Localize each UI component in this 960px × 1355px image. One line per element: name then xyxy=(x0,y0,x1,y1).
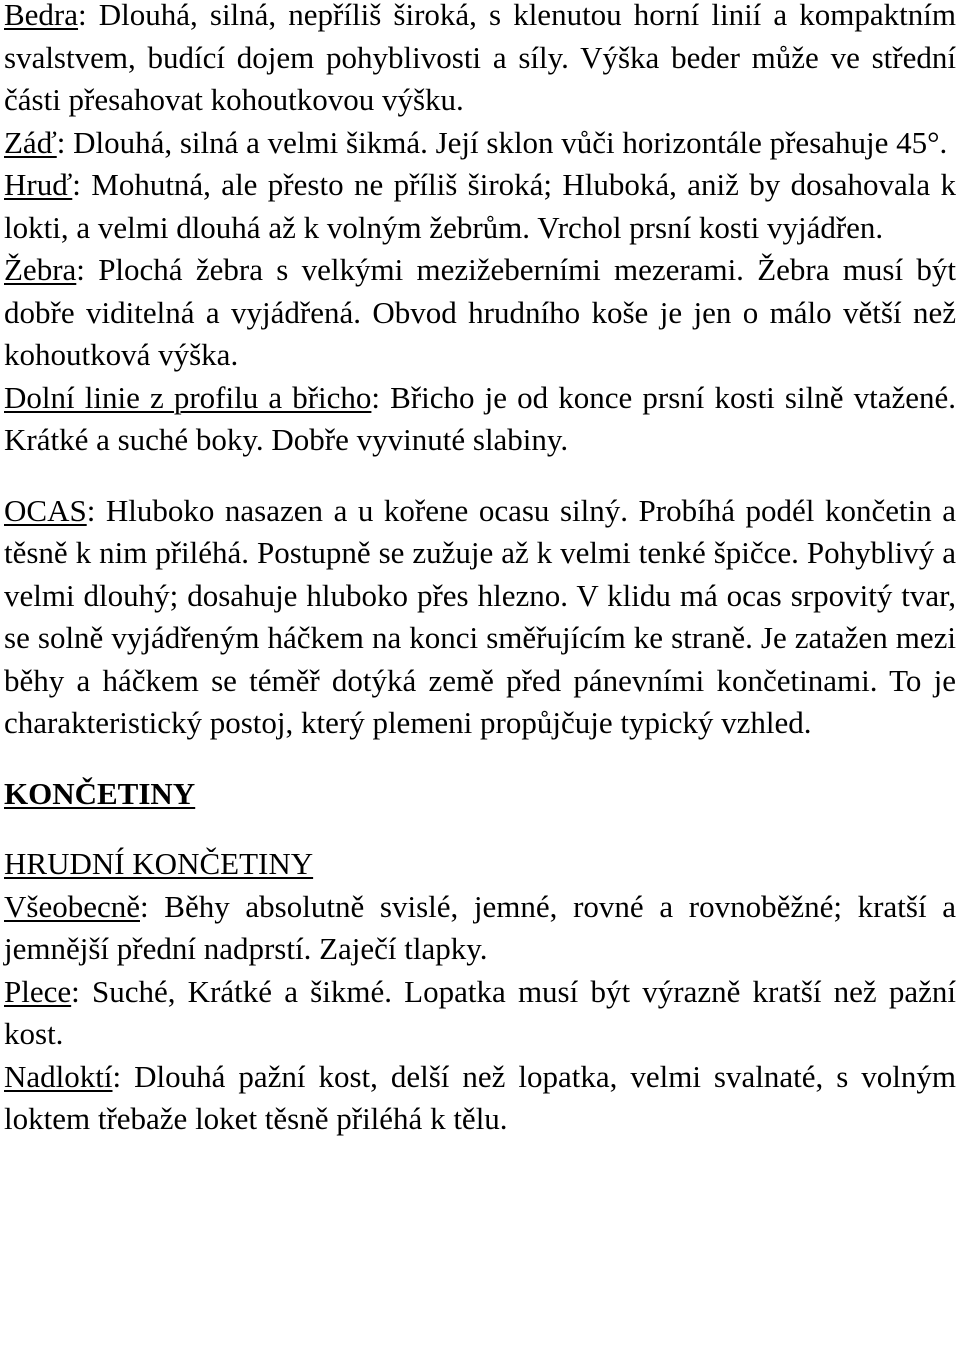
term-hrud: Hruď xyxy=(4,167,73,202)
term-nadlokti: Nadloktí xyxy=(4,1058,113,1094)
paragraph-plece xyxy=(4,971,956,1056)
term-bedra: Bedra xyxy=(4,0,79,32)
spacer xyxy=(4,745,956,773)
paragraph-zad xyxy=(4,122,956,165)
spacer xyxy=(4,462,956,490)
text-ocas: : Hluboko nasazen a u kořene ocasu silný. Probíhá podél končetin a těsně k nim přiléhá. Postupně se zužuje až k velmi tenké špičce. Pohyblivý a velmi dlouhý; dosahuje hluboko přes hlezno. V klidu má ocas srpovitý tvar, se solně vyjádřeným háčkem na konci směřujícím ke straně. Je zatažen mezi běhy a háčkem se téměř dotýká země před pánevními končetinami. To je charakteristický postoj, který plemeni propůjčuje typický vzhled. xyxy=(4,492,956,740)
text-plece: : Suché, Krátké a šikmé. Lopatka musí být výrazně kratší než pažní kost. xyxy=(4,973,956,1051)
subsection-heading-row xyxy=(4,843,956,886)
term-zebra: Žebra xyxy=(4,252,77,287)
term-vseobecne: Všeobecně xyxy=(4,888,140,924)
term-plece: Plece xyxy=(4,973,72,1009)
paragraph-dolni-linie xyxy=(4,377,956,462)
paragraph-bedra xyxy=(4,0,956,122)
text-vseobecne: : Běhy absolutně svislé, jemné, rovné a rovnoběžné; kratší a jemnější přední nadprstí. Zaječí tlapky. xyxy=(4,888,956,966)
paragraph-nadlokti xyxy=(4,1056,956,1141)
paragraph-hrud xyxy=(4,164,956,249)
paragraph-zebra xyxy=(4,249,956,377)
text-zebra: : Plochá žebra s velkými mezižeberními mezerami. Žebra musí být dobře viditelná a vyjádřená. Obvod hrudního koše je jen o málo větší než kohoutková výška. xyxy=(4,252,956,372)
text-zad: : Dlouhá, silná a velmi šikmá. Její sklon vůči horizontále přesahuje 45°. xyxy=(56,124,948,160)
term-ocas: OCAS xyxy=(4,492,87,528)
section-heading-row xyxy=(4,773,956,816)
term-zad: Záď xyxy=(4,124,57,160)
paragraph-vseobecne xyxy=(4,886,956,971)
spacer xyxy=(4,815,956,843)
text-bedra: : Dlouhá, silná, nepříliš široká, s klenutou horní linií a kompaktním svalstvem, budící dojem pohyblivosti a síly. Výška beder může ve střední části přesahovat kohoutkovou výšku. xyxy=(4,0,956,117)
paragraph-ocas xyxy=(4,490,956,745)
subsection-heading: HRUDNÍ KONČETINY xyxy=(4,846,314,881)
text-dolni-linie: : Břicho je od konce prsní kosti silně vtažené. Krátké a suché boky. Dobře vyvinuté slabiny. xyxy=(4,379,956,457)
term-dolni-linie: Dolní linie z profilu a břicho xyxy=(4,379,372,415)
section-heading: KONČETINY xyxy=(4,775,196,811)
text-nadlokti: : Dlouhá pažní kost, delší než lopatka, velmi svalnaté, s volným loktem třebaže loket těsně přiléhá k tělu. xyxy=(4,1058,956,1136)
text-hrud: : Mohutná, ale přesto ne příliš široká; Hluboká, aniž by dosahovala k lokti, a velmi dlouhá až k volným žebrům. Vrchol prsní kosti vyjádřen. xyxy=(4,167,956,245)
